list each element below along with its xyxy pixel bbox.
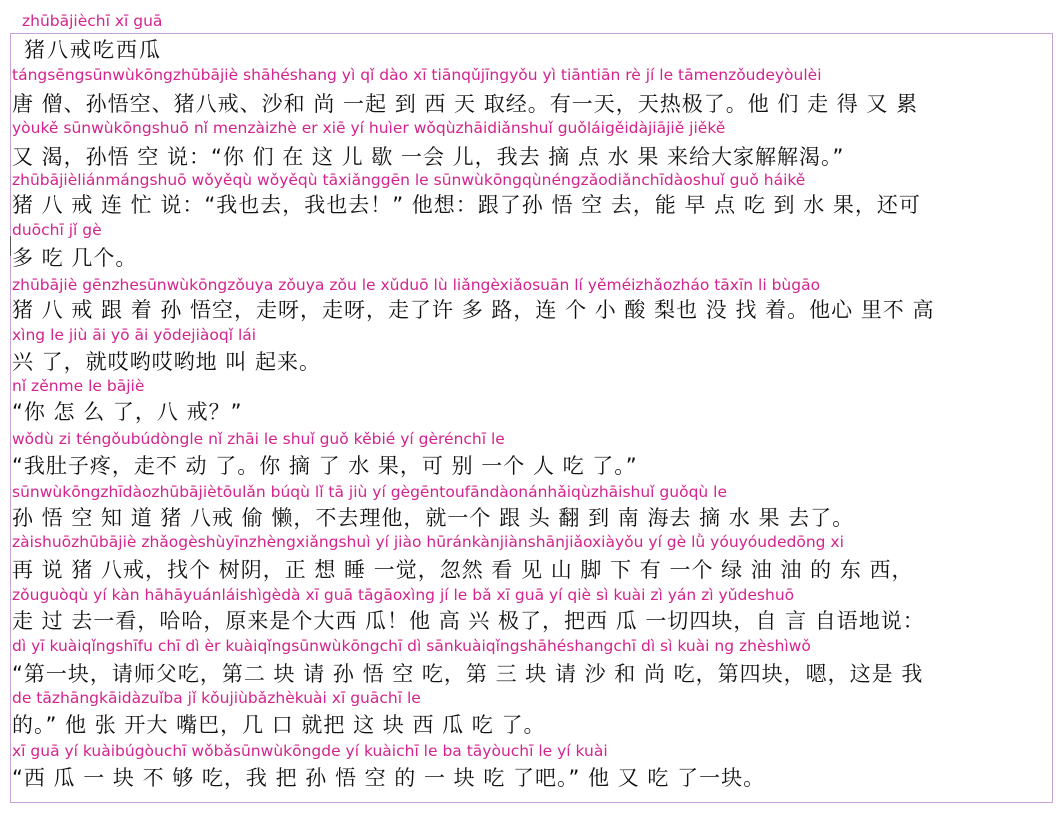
line-8-pinyin: wǒdù zi téngǒubúdòngle nǐ zhāi le shuǐ guǒ kěbié yí gèrénchī le <box>12 430 505 448</box>
line-4-pinyin: duōchī jǐ gè <box>12 221 102 239</box>
line-1-hanzi: 唐 僧、孙悟空、猪八戒、沙和 尚 一起 到 西 天 取经。有一天，天热极了。他 们 走 得 又 累 <box>12 92 919 116</box>
line-4-hanzi: 多 吃 几个。 <box>12 246 138 270</box>
line-5-pinyin: zhūbājiè gēnzhesūnwùkōngzǒuya zǒuya zǒu le xǔduō lù liǎngèxiǎosuān lí yěméizhǎozháo tāxīn li bùgāo <box>12 276 821 294</box>
line-13-pinyin: de tāzhāngkāidàzuǐba jǐ kǒujiùbǎzhèkuài xī guāchī le <box>12 689 421 707</box>
line-14-hanzi: “西 瓜 一 块 不 够 吃，我 把 孙 悟 空 的 一 块 吃 了吧。” 他 又 吃 了一块。 <box>12 766 766 790</box>
frame-border-bottom <box>10 802 1053 803</box>
title-pinyin: zhūbājièchī xī guā <box>22 12 163 30</box>
frame-border-right <box>1052 33 1053 803</box>
line-14-pinyin: xī guā yí kuàibúgòuchī wǒbǎsūnwùkōngde yí kuàichī le ba tāyòuchī le yí kuài <box>12 742 608 760</box>
frame-border-left <box>10 33 11 803</box>
frame-border-top <box>10 33 1053 34</box>
line-11-hanzi: 走 过 去一看，哈哈，原来是个大西 瓜！他 高 兴 极了，把西 瓜 一切四块，自 言 自语地说： <box>12 609 925 633</box>
line-2-pinyin: yòukě sūnwùkōngshuō nǐ menzàizhè er xiē yí huìer wǒqùzhāidiǎnshuǐ guǒláigěidàjiājiě jiěkě <box>12 119 726 137</box>
line-13-hanzi: 的。” 他 张 开大 嘴巴，几 口 就把 这 块 西 瓜 吃 了。 <box>12 713 546 737</box>
line-8-hanzi: “我肚子疼，走不 动 了。你 摘 了 水 果，可 别 一个 人 吃 了。” <box>12 454 638 478</box>
line-7-pinyin: nǐ zěnme le bājiè <box>12 377 145 395</box>
line-9-hanzi: 孙 悟 空 知 道 猪 八戒 偷 懒，不去理他，就一个 跟 头 翻 到 南 海去 摘 水 果 去了。 <box>12 506 855 530</box>
line-5-hanzi: 猪 八 戒 跟 着 孙 悟空，走呀，走呀，走了许 多 路，连 个 小 酸 梨也 没 找 着。他心 里不 高 <box>12 298 935 322</box>
line-9-pinyin: sūnwùkōngzhīdàozhūbājiètōulǎn búqù lǐ tā jiù yí gègēntoufāndàonánhǎiqùzhāishuǐ guǒqù le <box>12 483 727 501</box>
line-7-hanzi: “你 怎 么 了，八 戒？” <box>12 400 243 424</box>
line-2-hanzi: 又 渴，孙悟 空 说：“你 们 在 这 儿 歇 一会 儿，我去 摘 点 水 果 来给大家解解渴。” <box>12 145 845 169</box>
line-10-hanzi: 再 说 猪 八戒，找个 树阴，正 想 睡 一觉，忽然 看 见 山 脚 下 有 一个 绿 油 油 的 东 西， <box>12 558 914 582</box>
line-11-pinyin: zǒuguòqù yí kàn hāhāyuánláishìgèdà xī guā tāgāoxìng jí le bǎ xī guā yí qiè sì kuài zì yán zì yǔdeshuō <box>12 586 795 604</box>
line-3-hanzi: 猪 八 戒 连 忙 说：“我也去，我也去！” 他想：跟了孙 悟 空 去，能 早 点 吃 到 水 果，还可 <box>12 193 921 217</box>
line-10-pinyin: zàishuōzhūbājiè zhǎogèshùyīnzhèngxiǎngshuì yí jiào hūránkànjiànshānjiǎoxiàyǒu yí gè lǜ yóuyóudedōng xi <box>12 533 844 551</box>
line-12-pinyin: dì yī kuàiqǐngshīfu chī dì èr kuàiqǐngsūnwùkōngchī dì sānkuàiqǐngshāhéshangchī dì sì kuài ng zhèshìwǒ <box>12 637 811 655</box>
line-1-pinyin: tángsēngsūnwùkōngzhūbājiè shāhéshang yì qǐ dào xī tiānqǔjīngyǒu yì tiāntiān rè jí le tāmenzǒudeyòulèi <box>12 66 822 84</box>
title-hanzi: 猪八戒吃西瓜 <box>24 38 162 62</box>
text-cursor <box>10 236 11 256</box>
line-3-pinyin: zhūbājièliánmángshuō wǒyěqù wǒyěqù tāxiǎnggēn le sūnwùkōngqùnéngzǎodiǎnchīdàoshuǐ guǒ háikě <box>12 171 806 189</box>
line-12-hanzi: “第一块，请师父吃，第二 块 请 孙 悟 空 吃，第 三 块 请 沙 和 尚 吃，第四块，嗯，这是 我 <box>12 662 924 686</box>
line-6-pinyin: xìng le jiù āi yō āi yōdejiàoqǐ lái <box>12 326 257 344</box>
line-6-hanzi: 兴 了，就哎哟哎哟地 叫 起来。 <box>12 350 322 374</box>
